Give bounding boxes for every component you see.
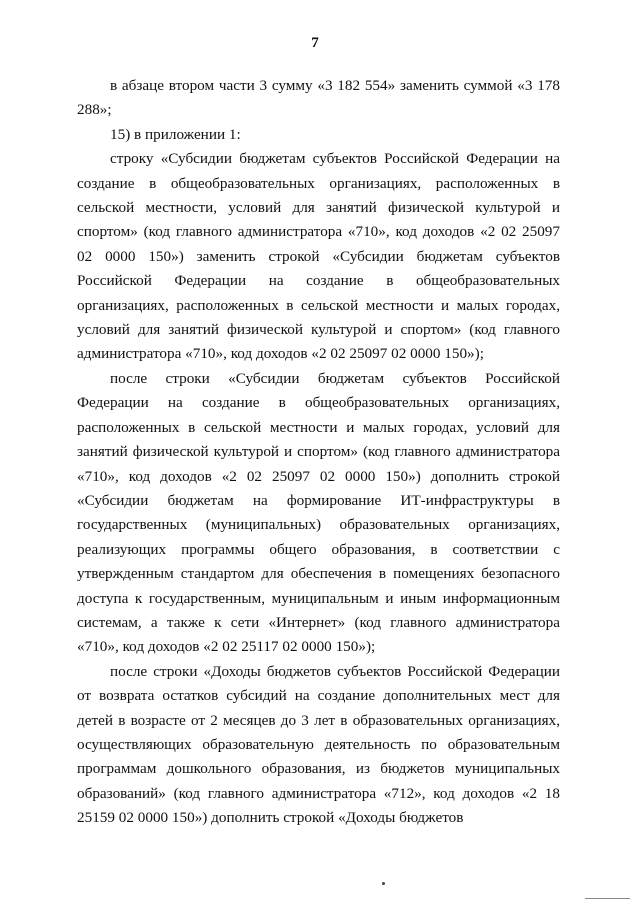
paragraph-budget-amount: в абзаце втором части 3 сумму «3 182 554» заменить суммой «3 178 288»;: [77, 77, 560, 119]
page-number: 7: [311, 35, 319, 51]
paragraph-replace-line: строку «Субсидии бюджетам субъектов Российской Федерации на создание в общеобразовательных организациях, расположенных в сельской местности, условий для занятий физической культурой и спортом» (код главного администратора «710», код доходов «2 02 25097 02 0000 150») заменить строкой «Субсидии бюджетам субъектов Российской Федерации на создание в общеобразовательных организациях, расположенных в сельской местности и малых городах, условий для занятий физической культурой и спортом» (код главного администратора «710», код доходов «2 02 25097 02 0000 150»);: [77, 150, 560, 363]
paragraph-add-income-line: после строки «Доходы бюджетов субъектов Российской Федерации от возврата остатков субсидий на создание дополнительных мест для детей в возрасте от 2 месяцев до 3 лет в образовательных организациях, осуществляющих образовательную деятельность по образовательным программам дошкольного образования, из бюджетов муниципальных образований» (код главного администратора «712», код доходов «2 18 25159 02 0000 150») дополнить строкой «Доходы бюджетов: [77, 662, 560, 827]
scan-speck: [382, 882, 385, 885]
paragraph-appendix-heading: 15) в приложении 1:: [110, 125, 241, 143]
paragraph-add-it-subsidy: после строки «Субсидии бюджетам субъектов Российской Федерации на создание в общеобразовательных организациях, расположенных в сельской местности и малых городах, условий для занятий физической культурой и спортом» (код главного администратора «710», код доходов «2 02 25097 02 0000 150») дополнить строкой «Субсидии бюджетам на формирование ИТ-инфраструктуры в государственных (муниципальных) образовательных организациях, реализующих программы общего образования, в соответствии с утвержденным стандартом для обеспечения в помещениях безопасного доступа к государственным, муниципальным и иным информационным системам, а также к сети «Интернет» (код главного администратора «710», код доходов «2 02 25117 02 0000 150»);: [77, 369, 560, 656]
scan-edge-line: [585, 898, 630, 899]
document-body: [77, 74, 560, 831]
